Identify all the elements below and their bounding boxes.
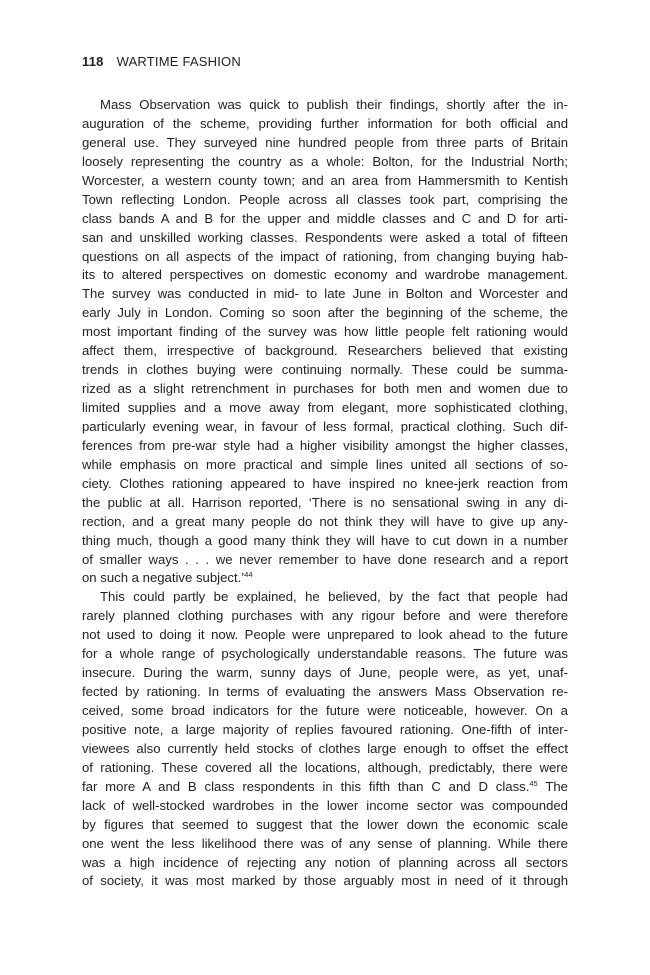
text-line [82,569,568,588]
footnote-reference: 44 [244,570,253,580]
text-line: most important finding of the survey was how little people felt rationing would [82,324,568,340]
text-line: Worcester, a western county town; and an area from Hammersmith to Kentish [82,172,568,188]
text-line: auguration of the scheme, providing further information for both official and [82,115,568,131]
text-line: particularly evening wear, in favour of less formal, practical clothing. Such dif- [82,418,568,434]
text-line [82,778,568,797]
body-text [82,96,568,891]
text-line: rection, and a great many people do not think they will have to give up any- [82,513,568,529]
text-line: viewees also currently held stocks of clothes large enough to offset the effect [82,740,568,756]
text-line: Town reflecting London. People across all classes took part, comprising the [82,191,568,207]
text-line: early July in London. Coming so soon after the beginning of the scheme, the [82,305,568,321]
text-line: of rationing. These covered all the locations, although, predictably, there were [82,759,568,775]
text-line-trailing: The [537,778,568,794]
text-line-content: far more A and B class respondents in this fifth than C and D class. [82,778,530,794]
text-line: of society, it was most marked by those arguably most in need of it through [82,873,568,889]
text-line: the public at all. Harrison reported, ‘There is no sensational swing in any di- [82,494,568,510]
running-header [82,54,241,70]
text-line: ciety. Clothes rationing appeared to have inspired no knee-jerk reaction from [82,475,568,491]
text-line: ferences from pre-war style had a higher visibility amongst the higher classes, [82,437,568,453]
text-line: by figures that seemed to suggest that the lower down the economic scale [82,816,568,832]
running-title: WARTIME FASHION [116,54,241,69]
text-line: affect them, irrespective of background. Researchers believed that existing [82,343,568,359]
text-line: fected by rationing. In terms of evaluating the answers Mass Observation re- [82,684,568,700]
text-line: trends in clothes buying were continuing normally. These could be summa- [82,362,568,378]
text-line: This could partly be explained, he believed, by the fact that people had [100,589,568,605]
text-line: insecure. During the warm, sunny days of June, people were, as yet, unaf- [82,665,568,681]
text-line: lack of well-stocked wardrobes in the lower income sector was compounded [82,797,568,813]
text-line-content: on such a negative subject.’ [82,570,245,586]
text-line: rarely planned clothing purchases with any rigour before and were therefore [82,608,568,624]
page-number: 118 [82,54,104,69]
text-line: positive note, a large majority of replies favoured rationing. One-fifth of inter- [82,721,568,737]
text-line: class bands A and B for the upper and middle classes and C and D for arti- [82,210,568,226]
text-line: not used to doing it now. People were unprepared to look ahead to the future [82,627,568,643]
paragraph-1 [82,96,568,588]
text-line: The survey was conducted in mid- to late June in Bolton and Worcester and [82,286,568,302]
footnote-reference: 45 [529,778,538,788]
text-line: questions on all aspects of the impact of rationing, from changing buying hab- [82,248,568,264]
text-line: of smaller ways . . . we never remember to have done research and a report [82,551,568,567]
text-line: thing much, though a good many think they will have to cut down in a number [82,532,568,548]
text-line: while emphasis on more practical and simple lines united all sections of so- [82,456,568,472]
paragraph-2 [82,588,568,891]
text-line: general use. They surveyed nine hundred people from three parts of Britain [82,134,568,150]
text-line: san and unskilled working classes. Respondents were asked a total of fifteen [82,229,568,245]
text-line: loosely representing the country as a whole: Bolton, for the Industrial North; [82,153,568,169]
text-line: ceived, some broad indicators for the future were noticeable, however. On a [82,703,568,718]
text-line: Mass Observation was quick to publish their findings, shortly after the in- [100,97,568,112]
text-line: was a high incidence of rejecting any notion of planning across all sectors [82,854,568,870]
text-line: rized as a slight retrenchment in purchases for both men and women due to [82,381,568,397]
text-line: limited supplies and a move away from elegant, more sophisticated clothing, [82,400,568,415]
text-line: its to altered perspectives on domestic economy and wardrobe management. [82,267,568,283]
text-line: for a whole range of psychologically understandable reasons. The future was [82,646,568,662]
text-line: one went the less likelihood there was of any sense of planning. While there [82,835,568,851]
